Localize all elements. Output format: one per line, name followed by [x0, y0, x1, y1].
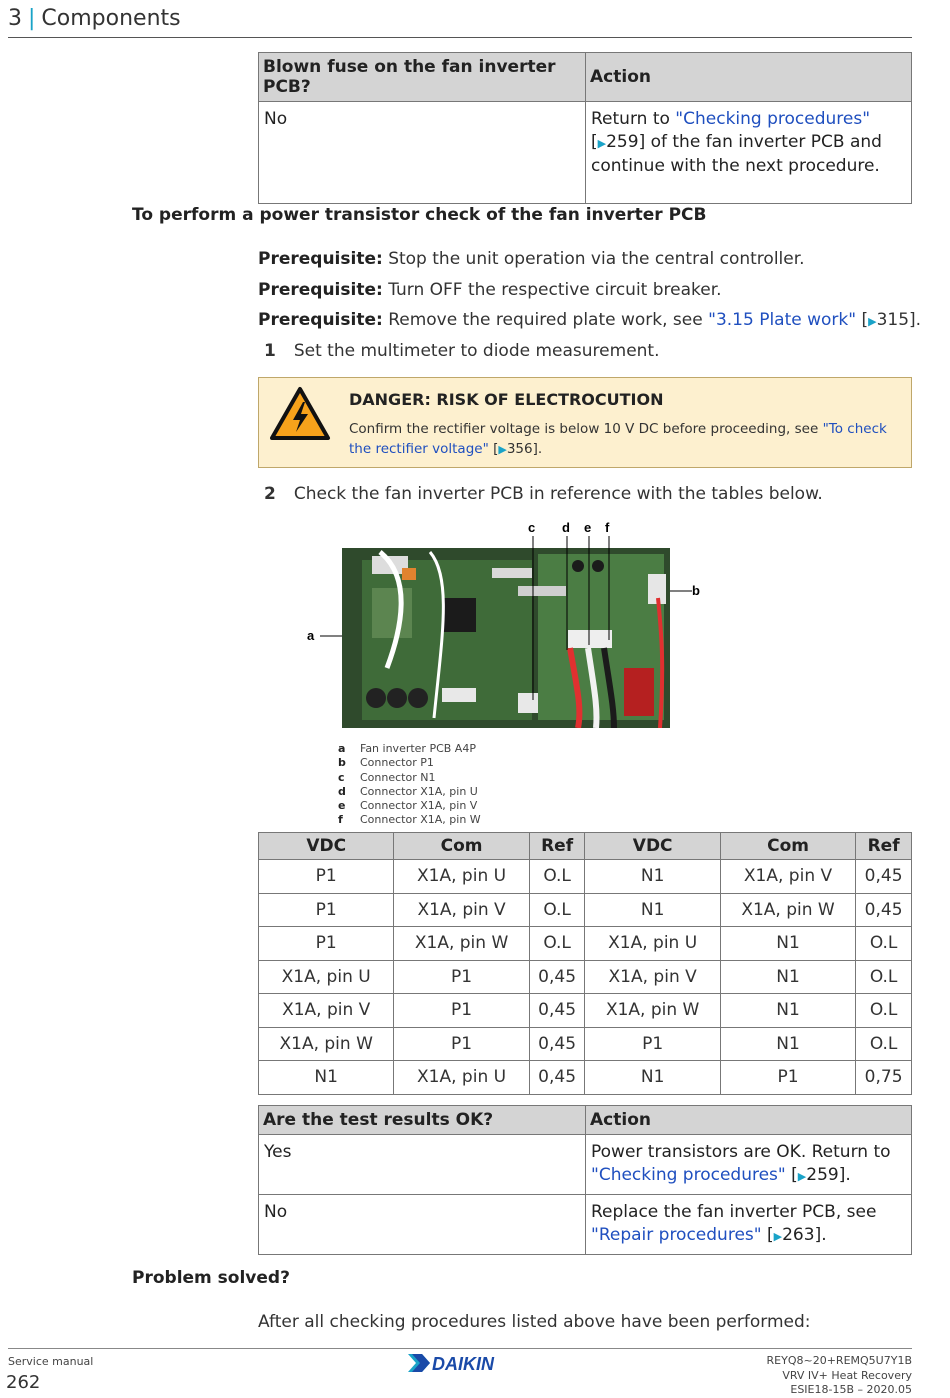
problem-solved-title: Problem solved? [132, 1268, 290, 1288]
bracket-open: [ [761, 1225, 774, 1245]
doc-type: Service manual [8, 1355, 94, 1368]
table-cell: X1A, pin W [259, 1027, 394, 1061]
legend-text: Connector P1 [360, 756, 434, 770]
table-row [259, 1027, 912, 1061]
prerequisite-text: Turn OFF the respective circuit breaker. [382, 280, 722, 300]
step-1 [264, 341, 660, 361]
figure-legend [338, 742, 481, 828]
table-cell: O.L [529, 927, 585, 961]
legend-row [338, 756, 481, 770]
doc-info [767, 1354, 912, 1398]
column-header: Com [394, 833, 529, 860]
action-text: Replace the fan inverter PCB, see [591, 1202, 877, 1222]
page-ref-arrow-icon: ▶ [797, 1170, 807, 1183]
table-cell: X1A, pin V [394, 893, 529, 927]
bracket-open: [ [856, 310, 869, 330]
electric-hazard-icon [269, 386, 331, 442]
table-cell: P1 [585, 1027, 720, 1061]
doc-id: ESIE18-15B – 2020.05 [790, 1383, 912, 1396]
table-row [259, 102, 912, 204]
header-rule [8, 37, 912, 38]
table-row [259, 1061, 912, 1095]
action-text: Return to [591, 109, 676, 129]
table-cell: X1A, pin V [720, 860, 855, 894]
table-cell: X1A, pin W [585, 994, 720, 1028]
table-cell: 0,45 [529, 1061, 585, 1095]
action-cell [586, 1135, 912, 1195]
callout-label-a: a [307, 628, 315, 643]
prerequisite-3 [258, 310, 921, 330]
chapter-title: Components [41, 6, 181, 31]
page-ref-arrow-icon: ▶ [868, 315, 877, 328]
prerequisite-label: Prerequisite: [258, 280, 383, 300]
bracket-close: ]. [838, 1165, 851, 1185]
table-header-row [259, 1106, 912, 1135]
page-ref: 263 [782, 1225, 815, 1245]
column-header: Are the test results OK? [259, 1106, 586, 1135]
table-cell: 0,45 [529, 994, 585, 1028]
test-results-table [258, 1105, 912, 1255]
table-cell: N1 [720, 1027, 855, 1061]
table-cell: N1 [720, 960, 855, 994]
prerequisite-1 [258, 249, 805, 269]
table-cell: X1A, pin V [259, 994, 394, 1028]
action-cell [586, 102, 912, 204]
table-cell: 0,45 [529, 1027, 585, 1061]
page-number: 262 [6, 1372, 41, 1393]
callout-leader-lines [300, 520, 700, 720]
step-2 [264, 484, 823, 504]
table-cell: X1A, pin W [720, 893, 855, 927]
page-ref: 259 [806, 1165, 839, 1185]
checking-procedures-link[interactable]: "Checking procedures" [591, 1165, 786, 1185]
table-cell: O.L [856, 1027, 912, 1061]
table-cell: X1A, pin U [394, 1061, 529, 1095]
column-header: VDC [259, 833, 394, 860]
table-header-row [259, 53, 912, 102]
legend-text: Connector X1A, pin V [360, 799, 478, 813]
table-row [259, 1135, 912, 1195]
checking-procedures-link[interactable]: "Checking procedures" [675, 109, 871, 129]
danger-box [258, 377, 912, 468]
callout-label-c: c [528, 520, 536, 535]
section-title: To perform a power transistor check of the fan inverter PCB [132, 205, 707, 225]
table-cell: X1A, pin U [585, 927, 720, 961]
page-ref-arrow-icon: ▶ [597, 137, 607, 150]
table-cell: P1 [394, 960, 529, 994]
legend-key: a [338, 742, 346, 755]
condition-cell: No [259, 1195, 586, 1255]
header-divider: | [28, 6, 36, 31]
callout-label-f: f [605, 520, 610, 535]
callout-label-d: d [562, 520, 570, 535]
table-header-row [259, 833, 912, 860]
bracket-open: [ [785, 1165, 798, 1185]
page-ref-arrow-icon: ▶ [498, 443, 507, 456]
column-header: Blown fuse on the fan inverter PCB? [259, 53, 586, 102]
column-header: Action [586, 53, 912, 102]
prerequisite-label: Prerequisite: [258, 249, 383, 269]
step-number: 1 [264, 341, 276, 361]
legend-key: b [338, 756, 346, 770]
danger-text [349, 419, 904, 460]
table-cell: P1 [394, 994, 529, 1028]
table-cell: P1 [720, 1061, 855, 1095]
legend-text: Connector N1 [360, 770, 436, 784]
table-row [259, 960, 912, 994]
table-cell: 0,45 [856, 860, 912, 894]
table-cell: X1A, pin U [394, 860, 529, 894]
repair-procedures-link[interactable]: "Repair procedures" [591, 1225, 762, 1245]
page-ref: 356 [506, 441, 533, 457]
bracket-open: [ [488, 441, 499, 457]
table-cell: O.L [856, 994, 912, 1028]
table-cell: N1 [585, 893, 720, 927]
column-header: Ref [856, 833, 912, 860]
table-cell: X1A, pin W [394, 927, 529, 961]
bracket-close: ]. [909, 310, 922, 330]
table-cell: O.L [529, 893, 585, 927]
condition-cell: Yes [259, 1135, 586, 1195]
measurement-table [258, 832, 912, 1095]
action-cell [586, 1195, 912, 1255]
table-row [259, 860, 912, 894]
page-ref: 315 [876, 310, 910, 330]
step-text: Check the fan inverter PCB in reference with the tables below. [293, 484, 823, 504]
column-header: VDC [585, 833, 720, 860]
model-code: REYQ8~20+REMQ5U7Y1B [766, 1354, 912, 1367]
table-cell: P1 [394, 1027, 529, 1061]
page-ref-arrow-icon: ▶ [773, 1230, 783, 1243]
legend-key: e [338, 799, 346, 813]
bracket-close: ]. [814, 1225, 827, 1245]
action-text: Power transistors are OK. Return to [591, 1142, 891, 1162]
callout-label-b: b [692, 583, 700, 598]
table-cell: N1 [259, 1061, 394, 1095]
legend-row [338, 742, 481, 756]
bracket-close: ]. [532, 441, 543, 457]
legend-text: Connector X1A, pin W [360, 813, 481, 827]
step-number: 2 [264, 484, 276, 504]
prerequisite-2 [258, 280, 722, 300]
table-cell: O.L [856, 927, 912, 961]
legend-text: Connector X1A, pin U [360, 784, 478, 798]
table-cell: N1 [720, 927, 855, 961]
page-ref: 259 [606, 132, 639, 152]
brand-name: DAIKIN [432, 1354, 494, 1374]
legend-text: Fan inverter PCB A4P [360, 742, 476, 755]
table-cell: P1 [259, 893, 394, 927]
plate-work-link[interactable]: "3.15 Plate work" [708, 310, 857, 330]
table-cell: 0,45 [856, 893, 912, 927]
daikin-logo [408, 1352, 512, 1374]
table-cell: N1 [720, 994, 855, 1028]
fuse-check-table [258, 52, 912, 204]
table-cell: 0,45 [529, 960, 585, 994]
column-header: Ref [529, 833, 585, 860]
table-row [259, 893, 912, 927]
legend-row [338, 771, 481, 785]
table-row [259, 994, 912, 1028]
step-text: Set the multimeter to diode measurement. [293, 341, 660, 361]
action-text-tail: ] of the fan inverter PCB and continue with the next procedure. [591, 132, 882, 176]
product-name: VRV IV+ Heat Recovery [782, 1368, 912, 1382]
legend-key: c [338, 770, 345, 784]
danger-title: DANGER: RISK OF ELECTROCUTION [349, 390, 664, 409]
column-header: Com [720, 833, 855, 860]
prerequisite-text: Remove the required plate work, see [382, 310, 709, 330]
table-cell: 0,75 [856, 1061, 912, 1095]
chapter-number: 3 [8, 6, 22, 31]
table-cell: X1A, pin U [259, 960, 394, 994]
legend-row [338, 813, 481, 827]
table-cell: X1A, pin V [585, 960, 720, 994]
table-cell: N1 [585, 860, 720, 894]
column-header: Action [586, 1106, 912, 1135]
table-row [259, 1195, 912, 1255]
table-cell: N1 [585, 1061, 720, 1095]
legend-key: f [338, 813, 343, 827]
closing-text: After all checking procedures listed above have been performed: [258, 1312, 811, 1332]
prerequisite-label: Prerequisite: [258, 310, 383, 330]
legend-key: d [338, 784, 346, 798]
chapter-header [8, 6, 181, 31]
table-row [259, 927, 912, 961]
bracket-open: [ [591, 132, 598, 152]
danger-body: Confirm the rectifier voltage is below 10 V DC before proceeding, see [349, 421, 823, 437]
table-cell: P1 [259, 860, 394, 894]
table-cell: P1 [259, 927, 394, 961]
table-cell: O.L [529, 860, 585, 894]
callout-label-e: e [584, 520, 592, 535]
footer-rule [8, 1348, 912, 1349]
rectifier-voltage-link[interactable]: "To check the rectifier voltage" [349, 421, 887, 457]
condition-cell: No [259, 102, 586, 204]
prerequisite-text: Stop the unit operation via the central controller. [382, 249, 805, 269]
legend-row [338, 785, 481, 799]
legend-row [338, 799, 481, 813]
table-cell: O.L [856, 960, 912, 994]
